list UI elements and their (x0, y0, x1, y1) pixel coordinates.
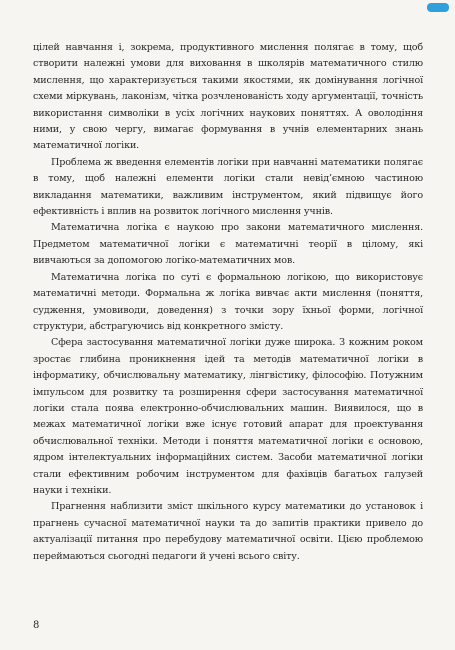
body-text (33, 40, 423, 565)
page-number: 8 (33, 620, 40, 631)
paragraph-5: Сфера застосування математичної логіки дуже широка. З кожним роком зростає глибина проникнення ідей та методів математичної логіки в інформатику, обчислювальну математику, лінгвістику, філософію. Потужним імпульсом для розвитку та розширення сфери застосування математичної логіки стала поява електронно-обчислювальних машин. Виявилося, що в межах математичної логіки вже існує готовий апарат для проектування обчислювальної техніки. Методи і поняття математичної логіки є основою, ядром інтелектуальних інформаційних систем. Засоби математичної логіки стали ефективним робочим інструментом для фахівців багатьох галузей науки і техніки. (33, 337, 423, 496)
paragraph-6: Прагнення наблизити зміст шкільного курсу математики до установок і прагнень сучасної математичної науки та до запитів практики привело до актуалізації питання про перебудову математичної освіти. Цією проблемою переймаються сьогодні педагоги й учені всього світу. (33, 501, 423, 562)
paragraph-3: Математична логіка є наукою про закони математичного мислення. Предметом математичної логіки є математичні теорії в цілому, які вивчаються за допомогою логіко-математичних мов. (33, 222, 423, 267)
paragraph-1: цілей навчання і, зокрема, продуктивного мислення полягає в тому, щоб створити належні умови для виховання в школярів математичного стилю мислення, що характеризується такими якостями, як домінування логічної схеми міркувань, лаконізм, чітка розчленованість ходу аргументації, точність використання символіки в усіх логічних наукових поняттях. А оволодіння ними, у свою чергу, вимагає формування в учнів елементарних знань математичної логіки. (33, 42, 423, 152)
paragraph-2: Проблема ж введення елементів логіки при навчанні математики полягає в тому, щоб належні елементи логіки стали невід’ємною частиною викладання математики, важливим інструментом, який підвищує його ефективність і вплив на розвиток логічного мислення учнів. (33, 156, 423, 218)
publisher-logo-icon (427, 3, 449, 12)
paragraph-4: Математична логіка по суті є формальною логікою, що використовує математичні методи. Формальна ж логіка вивчає акти мислення (поняття, судження, умовиводи, доведення) з точки зору їхньої форми, логічної структури, абстрагуючись від конкретного змісту. (33, 271, 423, 332)
